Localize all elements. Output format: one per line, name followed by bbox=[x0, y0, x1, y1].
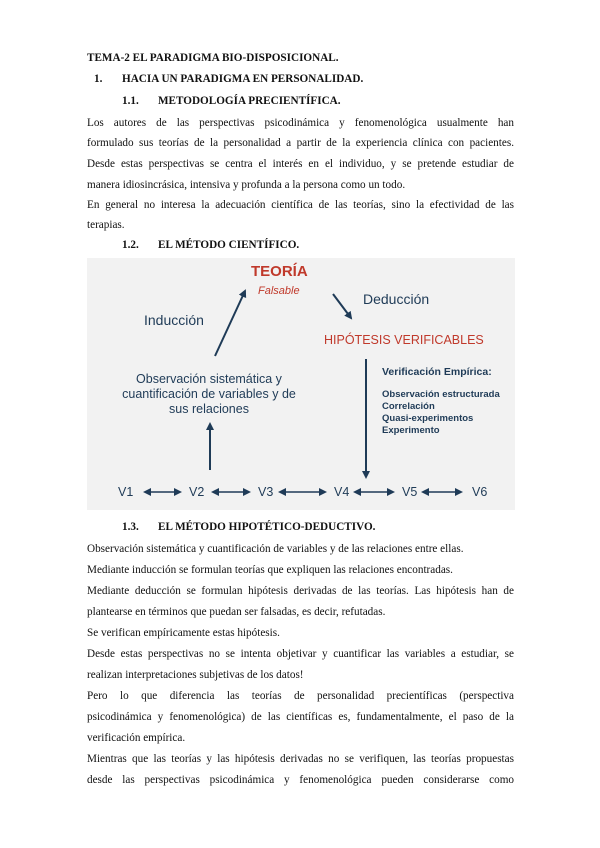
observation-line: Observación sistemática y bbox=[136, 372, 282, 386]
paragraph-line: Desde estas perspectivas no se intenta objetivar y cuantificar las variables a estudiar, se bbox=[87, 648, 514, 660]
verification-item: Quasi-experimentos bbox=[382, 413, 474, 424]
verification-item: Experimento bbox=[382, 425, 440, 436]
paragraph-line: desde las perspectivas psicodinámica y fenomenológica pueden considerarse como bbox=[87, 774, 514, 786]
theory-label: TEORÍA bbox=[251, 263, 308, 280]
paragraph-line: realizan interpretaciones subjetivas de los datos! bbox=[87, 669, 304, 681]
paragraph-line: Mientras que las teorías y las hipótesis derivadas no se verifiquen, las teorías propuestas bbox=[87, 753, 514, 765]
paragraph-line: Observación sistemática y cuantificación de variables y de las relaciones entre ellas. bbox=[87, 543, 464, 555]
section-1-1-number: 1.1. bbox=[122, 95, 139, 107]
paragraph-line: Se verifican empíricamente estas hipótesis. bbox=[87, 627, 280, 639]
variable-label: V1 bbox=[118, 485, 134, 499]
induction-arrow bbox=[215, 291, 245, 356]
paragraph-line: Desde estas perspectivas se centra el interés en el individuo, y se pretende estudiar de bbox=[87, 158, 514, 170]
paragraph-line: En general no interesa la adecuación científica de las teorías, sino la efectividad de las bbox=[87, 199, 514, 211]
induction-label: Inducción bbox=[144, 312, 204, 328]
observation-line: sus relaciones bbox=[169, 402, 249, 416]
paragraph-line: Mediante inducción se formulan teorías que expliquen las relaciones encontradas. bbox=[87, 564, 453, 576]
paragraph-line: Los autores de las perspectivas psicodinámica y fenomenológica usualmente han bbox=[87, 117, 514, 129]
deduction-arrow bbox=[333, 294, 351, 318]
variable-label: V3 bbox=[258, 485, 274, 499]
section-1-3-title: EL MÉTODO HIPOTÉTICO-DEDUCTIVO. bbox=[158, 521, 376, 533]
observation-line: cuantificación de variables y de bbox=[122, 387, 296, 401]
section-1-number: 1. bbox=[94, 73, 103, 85]
verification-item: Correlación bbox=[382, 401, 435, 412]
variable-label: V4 bbox=[334, 485, 350, 499]
paragraph-line: formulado sus teorías de la personalidad a partir de la experiencia clínica con pacientes. bbox=[87, 137, 514, 149]
deduction-label: Deducción bbox=[363, 291, 430, 307]
verification-list bbox=[382, 389, 500, 437]
paragraph-line: manera idiosincrásica, intensiva y profunda a la persona como un todo. bbox=[87, 179, 406, 191]
section-1-1-title: METODOLOGÍA PRECIENTÍFICA. bbox=[158, 95, 341, 107]
variable-label: V6 bbox=[472, 485, 488, 499]
verification-item: Observación estructurada bbox=[382, 389, 500, 400]
document-title: TEMA-2 EL PARADIGMA BIO-DISPOSICIONAL. bbox=[87, 52, 339, 64]
verification-title: Verificación Empírica: bbox=[382, 366, 492, 378]
hypotheses-label: HIPÓTESIS VERIFICABLES bbox=[324, 333, 484, 347]
section-1-3-number: 1.3. bbox=[122, 521, 139, 533]
paragraph-line: psicodinámica y fenomenológica) de las científicas es, fundamentalmente, el paso de la bbox=[87, 711, 514, 723]
paragraph-line: verificación empírica. bbox=[87, 732, 186, 744]
falsable-label: Falsable bbox=[258, 285, 300, 297]
paragraph-line: Mediante deducción se formulan hipótesis derivadas de las teorías. Las hipótesis han de bbox=[87, 585, 514, 597]
variable-label: V5 bbox=[402, 485, 418, 499]
variable-label: V2 bbox=[189, 485, 205, 499]
paragraph-line: plantearse en términos que puedan ser falsadas, es decir, refutadas. bbox=[87, 606, 386, 618]
scientific-method-diagram bbox=[87, 258, 515, 510]
section-1-2-number: 1.2. bbox=[122, 239, 139, 251]
paragraph-line: Pero lo que diferencia las teorías de personalidad precientíficas (perspectiva bbox=[87, 690, 514, 702]
paragraph-line: terapias. bbox=[87, 219, 125, 231]
observation-block bbox=[95, 372, 323, 417]
section-1-2-title: EL MÉTODO CIENTÍFICO. bbox=[158, 239, 300, 251]
section-1-title: HACIA UN PARADIGMA EN PERSONALIDAD. bbox=[122, 73, 364, 85]
